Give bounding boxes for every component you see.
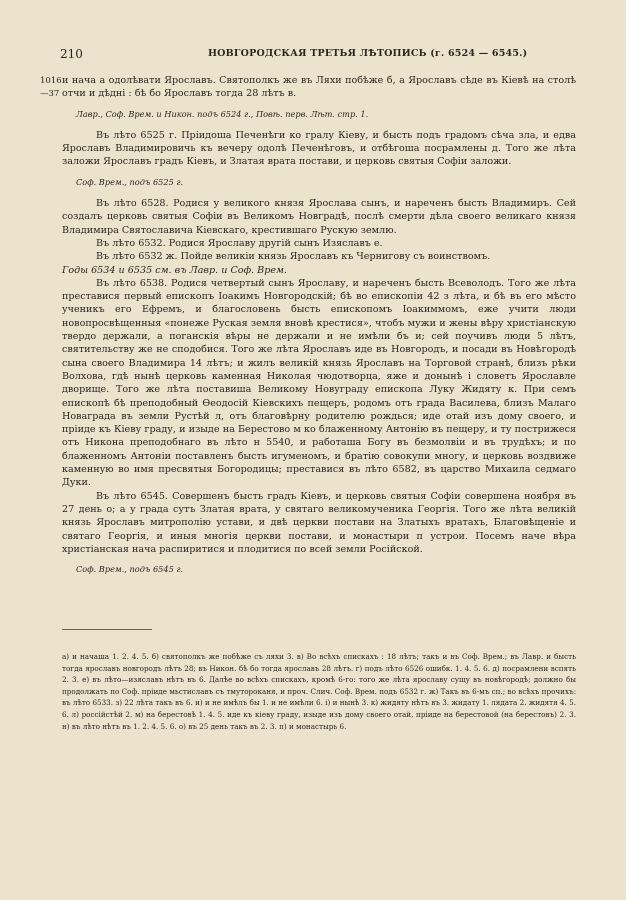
margin-year-bottom: —37 <box>40 89 60 99</box>
paragraph-6: Годы 6534 и 6535 см. въ Лавр. и Соф. Врем. <box>62 264 288 276</box>
running-header <box>60 47 586 63</box>
footnote-divider <box>62 629 152 630</box>
footnotes <box>62 651 576 732</box>
paragraph-2: Въ лѣто 6525 г. Пріидоша Печенѣги ко гралу Кіеву, и бысть подъ градомъ сѣча зла, и едва Ярославъ Владимировичь къ вечеру одолѣ Печенѣговъ, и отбѣгоша посрамлены д. Того же лѣта заложи Ярославъ градъ Кіевъ, и Златая врата постави, и церковь святыя Софіи заложи. <box>62 129 576 168</box>
source-note-3: Соф. Врем., подъ 6545 г. <box>76 564 184 575</box>
main-text <box>62 74 576 584</box>
paragraph-1: и нача а одолѣвати Ярославъ. Святополкъ же въ Ляхи побѣже б, а Ярославъ сѣде въ Кіевѣ на столѣ отчи и дѣдні : бѣ бо Ярославъ тогда 28 лѣтъ в. <box>62 75 576 100</box>
source-note-1: Лавр., Соф. Врем. и Никон. подъ 6524 г., Повѣ. перв. Лѣт. стр. 1. <box>76 108 369 119</box>
paragraph-7: Въ лѣто 6538. Родися четвертый сынъ Ярославу, и нареченъ бысть Всеволодъ. Того же лѣта преставися первый епископъ Іоакимъ Новгородскій; бѣ во епископіи 42 з лѣта, и бѣ въ его мѣсто ученикъ его Ефремъ, и благословень бысть епископомъ Іоакиммомъ, еже учити люди новопросвѣщенныя «понеже Руская земля вновѣ крестися», чтобъ мужи и жены вѣру христіанскую твердо держали, а поганскія вѣры не держали и не имѣли бъ и; сей поучивъ люди 5 лѣтъ, святительству же не сподобися. Того же лѣта Ярославъ иде въ Новгородъ, и посади въ Новѣгородѣ сына своего Владимира 14 лѣтъ; и жилъ великій князь Ярославъ на Торговой странѣ, близъ рѣки Волхова, гдѣ нынѣ церковь каменная Николая чюдотворца, яже и донынѣ і словетъ Ярославле дворище. Того же лѣта поставиша Великому Новуграду епископа Луку Жидяту к. При семъ епископѣ бѣ преподобный Ѳеодосій Кіевскихъ пещеръ, родомъ отъ града Василева, близъ Малаго Новаграда въ земли Рустѣй л, отъ благовѣрну родителю рождься; иде отай изъ дому своего, и пріиде къ Кіеву граду, и изыде на Берестово м ко блаженному Антонію въ пещеру, и ту пострижеся отъ Никона преподобнаго въ лѣто н 5540, и работаша Богу въ безмолвіи и въ трудѣхъ; и по блаженномъ Антоніи поставленъ бысть игуменомъ, и братію совокупи многу, и церковь воздвиже каменную во имя пресвятыя Богородицы; преставися въ лѣто 6582, въ царство Михаила седмаго Дуки. <box>62 277 576 489</box>
paragraph-5: Въ лѣто 6532 ж. Пойде великіи князь Ярославъ къ Чернигову съ воинствомъ. <box>96 251 491 263</box>
source-note-2: Соф. Врем., подъ 6525 г. <box>76 176 184 187</box>
page-number: 210 <box>60 47 83 61</box>
paragraph-4: Въ лѣто 6532. Родися Ярославу другій сынъ Изяславъ е. <box>96 237 383 249</box>
paragraph-8: Въ лѣто 6545. Совершенъ бысть градъ Кіевъ, и церковь святыя Софіи совершена ноября въ 27 день о; а у града сутъ Златая врата, у святаго великомученика Георгія. Того же лѣта великій князь Ярославъ митрополію устави, и двѣ церкви постави на Златыхъ вратахъ, Благовѣщеніе и святаго Георгія, и иныя многія церкви постави, и монастыри п устрои. Посемъ наче вѣра христіанская нача распиритися и плодитися по всей земли Російской. <box>62 490 576 555</box>
running-title: НОВГОРОДСКАЯ ТРЕТЬЯ ЛѢТОПИСЬ (г. 6524 — 6545.) <box>208 48 528 59</box>
paragraph-3: Въ лѣто 6528. Родися у великого князя Ярослава сынъ, и нареченъ бысть Владимиръ. Сей создалъ церковь святыя Софіи въ Великомъ Новградѣ, послѣ смерти дѣла своего великаго князя Владимира Святославича Кіевскаго, крестившаго Рускую землю. <box>62 198 576 236</box>
margin-year-top: 1016 <box>40 76 62 86</box>
footnote-text: а) и начаша 1. 2. 4. 5. б) святополкъ же побѣже съ ляхи 3. в) Во всѣхъ спискахъ : 18 лѣтъ; такъ и въ Соф. Врем.; въ Лавр. и бысть тогда ярославъ новгородъ лѣтъ 28; въ Никон. бѣ бо тогда ярославъ 28 лѣтъ. г) подъ лѣто 6526 ошибк. 1. 4. 5. 6. д) посрамлени вспять 2. 3. е) въ лѣто—изяславъ нѣтъ въ 6. Далѣе во всѣхъ спискахъ, кромѣ 6-го: того же лѣта ярославу сущу въ новѣгородѣ; должно бы продолжать по Соф. пріиде мьстиславъ съ тмутороканя, и проч. Слич. Соф. Врем. подъ 6532 г. ж) Такъ въ 6-мъ сп.; во всѣхъ прочихъ: въ лѣто 6533. з) 22 лѣта такъ въ 6. и) и не имѣлъ бы 1. и не имѣли 6. і) и нынѣ 3. к) жидяту нѣтъ въ 3. жидату 1. лядата 2. жидятя 4. 5. 6. л) россійстѣй 2. м) на берестовѣ 1. 4. 5. иде къ кіеву граду, изыде изъ дому своего отай, пріиде на берестовой (на берестовъ) 2. 3. н) въ лѣто нѣтъ въ 1. 2. 4. 5. 6. о) въ 25 день такъ въ 2. 3. п) и монастырь 6. <box>62 652 576 731</box>
